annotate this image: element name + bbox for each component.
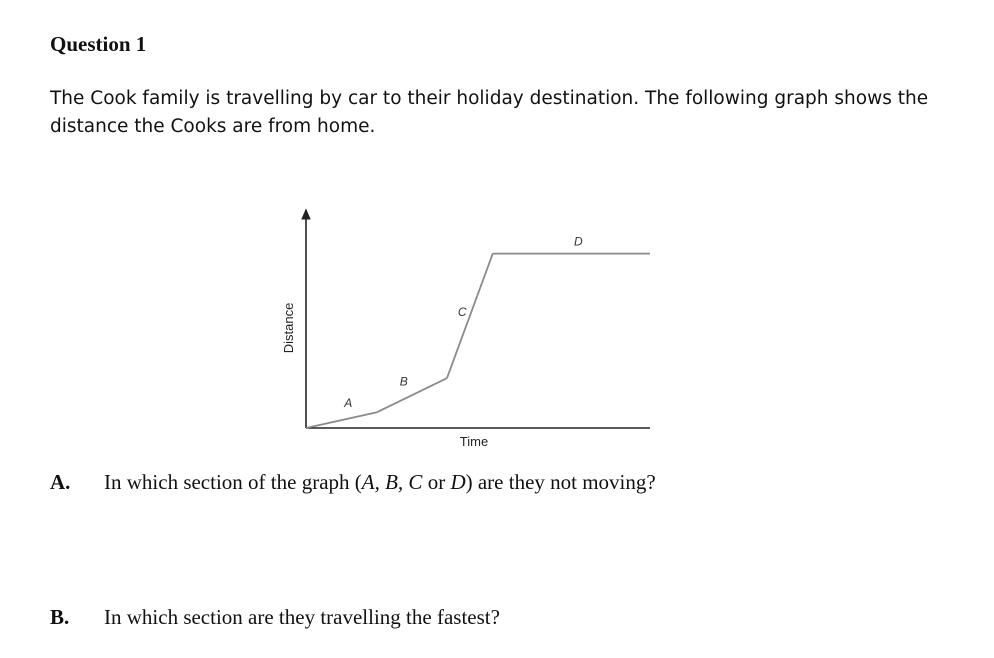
x-axis-label: Time [459, 434, 489, 449]
part-a-option-a: A, [361, 470, 380, 494]
part-a-text-or: or [427, 470, 446, 494]
graph-section-a [306, 412, 376, 428]
section-label-a: A [344, 396, 353, 411]
question-intro: The Cook family is travelling by car to their holiday destination. The following graph shows the distance the Cooks are from home. [50, 88, 929, 137]
graph-section-c [447, 254, 493, 379]
graph-section-b [376, 378, 446, 412]
y-axis-label: Distance [281, 302, 296, 354]
section-label-c: C [457, 304, 467, 319]
part-a-text-1: In which section of the graph ( [104, 470, 362, 494]
question-title: Question 1 [50, 32, 147, 56]
part-b-letter: B. [50, 605, 70, 629]
section-label-d: D [574, 234, 583, 249]
distance-time-graph [270, 200, 650, 455]
part-a-option-b: B, [385, 470, 404, 494]
part-a-option-d: D [450, 470, 466, 494]
part-b-text: In which section are they travelling the fastest? [104, 605, 500, 629]
question-part-b [50, 605, 500, 630]
part-a-option-c: C [408, 470, 423, 494]
part-a-letter: A. [50, 470, 71, 494]
question-part-a [50, 470, 656, 495]
section-label-b: B [399, 374, 408, 389]
part-a-text-2: ) are they not moving? [465, 470, 656, 494]
